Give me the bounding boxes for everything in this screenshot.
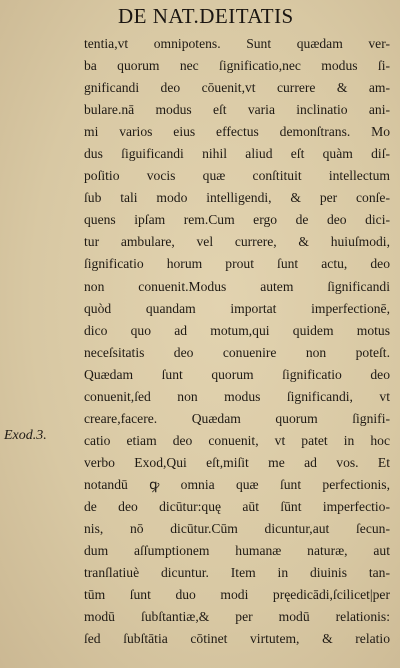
- text-line: tranſlatiuè dicuntur. Item in diuinis tan-: [84, 565, 390, 581]
- text-line: tūm ſunt duo modi pręedicādi,ſcilicet|per: [84, 587, 390, 603]
- text-line: dum aſſumptionem humanæ naturæ, aut: [84, 543, 390, 559]
- text-line: tentia,vt omnipotens. Sunt quædam ver-: [84, 36, 390, 51]
- text-line: Quædam ſunt quorum ſignificatio deo: [84, 366, 390, 382]
- text-line: bulare.nā modus eſt varia inclinatio ani-: [84, 102, 390, 118]
- text-line: ſed ſubſtātia cōtinet virtutem, & relatio: [84, 631, 390, 647]
- text-line: conuenit,ſed non modus ſignificandi, vt: [84, 388, 390, 404]
- text-line: poſitio vocis quæ conſtituit intellectum: [84, 168, 390, 184]
- text-line: dico quo ad motum,qui quidem motus: [84, 322, 390, 338]
- text-line: dus ſiguificandi nihil aliud eſt quàm diſ-: [84, 146, 390, 162]
- text-line: ſub tali modo intelligendi, & per conſe-: [84, 190, 390, 206]
- text-line: notandū ꝙ omnia quæ ſunt perfectionis,: [84, 476, 390, 492]
- body-text: [84, 33, 390, 650]
- text-line: ba quorum nec ſignificatio,nec modus ſi-: [84, 58, 390, 74]
- running-header: DE NAT.DEITATIS: [118, 4, 294, 28]
- text-line: creare,facere. Quædam quorum ſignifi-: [84, 410, 390, 426]
- text-line: mi varios eius effectus demonſtrans. Mo: [84, 124, 390, 140]
- text-line: non conuenit.Modus autem ſignificandi: [84, 278, 390, 294]
- text-line: modū ſubſtantiæ,& per modū relationis:: [84, 609, 390, 625]
- text-line: catio etiam deo conuenit, vt patet in hoc: [84, 432, 390, 448]
- text-line: quòd quandam importat imperfectionē,: [84, 300, 390, 316]
- text-line: gnificandi deo cōuenit,vt currere & am-: [84, 80, 390, 96]
- text-line: de deo dicūtur:quę aūt ſūnt imperfectio-: [84, 498, 390, 514]
- text-line: nis, nō dicūtur.Cūm dicuntur,aut ſecun-: [84, 521, 390, 537]
- marginal-note: Exod.3.: [4, 428, 47, 443]
- text-line: quens ipſam rem.Cum ergo de deo dici-: [84, 212, 390, 228]
- text-line: neceſsitatis deo conuenire non poteſt.: [84, 344, 390, 360]
- text-line: verbo Exod,Qui eſt,miſit me ad vos. Et: [84, 454, 390, 470]
- text-line: tur ambulare, vel currere, & huiuſmodi,: [84, 234, 390, 250]
- text-line: ſignificatio horum prout ſunt actu, deo: [84, 256, 390, 272]
